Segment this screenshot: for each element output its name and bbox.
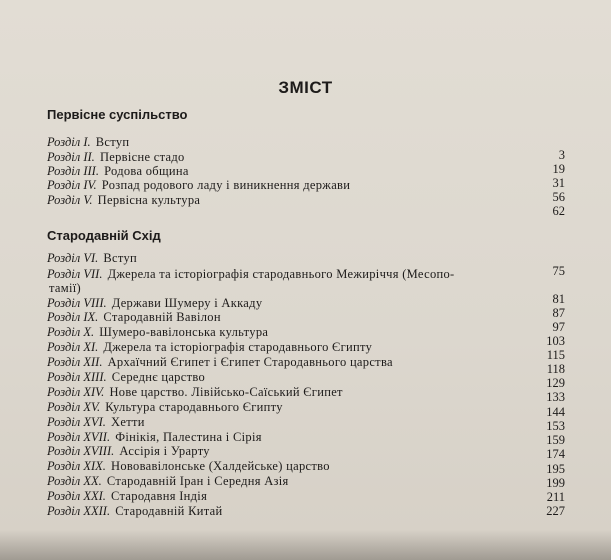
toc-entry [47, 296, 572, 311]
toc-entry [47, 415, 572, 430]
chapter-label: Розділ XXII. [47, 504, 111, 518]
page-number: 174 [546, 447, 565, 461]
toc-entry [47, 474, 572, 489]
chapter-title: Середнє царство [111, 370, 206, 384]
contents-title: ЗМІСТ [278, 78, 333, 97]
chapter-title: Розпад родового ладу і виникнення держави [101, 178, 351, 192]
chapter-label: Розділ XIV. [47, 385, 105, 399]
chapter-label: Розділ VII. [47, 267, 103, 281]
page-number: 199 [546, 476, 565, 490]
chapter-title: Хетти [111, 415, 145, 429]
chapter-title: Стародавній Іран і Середня Азія [106, 474, 289, 488]
chapter-label: Розділ II. [47, 150, 95, 164]
chapter-title: Стародавня Індія [111, 489, 208, 503]
chapter-title: Джерела та історіографія стародавнього Єгипту [103, 340, 373, 354]
page-number: 159 [546, 433, 565, 447]
chapter-label: Розділ IX. [47, 310, 99, 324]
page-number: 227 [546, 504, 565, 518]
chapter-label: Розділ XVIII. [47, 444, 115, 458]
section-title: Стародавній Схід [47, 228, 161, 243]
toc-entry [47, 355, 572, 370]
toc-entry [47, 164, 572, 179]
chapter-label: Розділ III. [47, 164, 99, 178]
chapter-label: Розділ XX. [47, 474, 102, 488]
page-number: 211 [546, 490, 565, 504]
chapter-title: Стародавній Китай [115, 504, 223, 518]
page-number: 133 [546, 390, 565, 404]
page-number: 153 [546, 419, 565, 433]
chapter-title: Нововавілонське (Халдейське) царство [111, 459, 330, 473]
page-number: 56 [552, 190, 565, 204]
page-number: 81 [552, 292, 565, 306]
chapter-title: Нове царство. Лівійсько-Саїський Єгипет [109, 385, 343, 399]
toc-entry [47, 430, 572, 445]
toc-entry [47, 489, 572, 504]
toc-entry [47, 385, 572, 400]
toc-entry [47, 504, 572, 519]
toc-entry [47, 135, 572, 150]
chapter-label: Розділ I. [47, 135, 91, 149]
page-number: 144 [546, 405, 565, 419]
toc-entry [47, 400, 572, 415]
page-number: 115 [546, 348, 565, 362]
toc-entry [47, 193, 572, 208]
chapter-title: Родова община [104, 164, 189, 178]
page-number: 195 [546, 462, 565, 476]
chapter-title: Первісна культура [97, 193, 201, 207]
chapter-label: Розділ XII. [47, 355, 103, 369]
chapter-label: Розділ XI. [47, 340, 99, 354]
chapter-title: Шумеро-вавілонська культура [99, 325, 269, 339]
chapter-label: Розділ XVII. [47, 430, 111, 444]
chapter-title: Держави Шумеру і Аккаду [111, 296, 263, 310]
toc-entry [47, 310, 572, 325]
page-number: 87 [552, 306, 565, 320]
chapter-title: Джерела та історіографія стародавнього Межиріччя (Месопо- [107, 267, 455, 281]
page-number: 118 [546, 362, 565, 376]
chapter-label: Розділ VIII. [47, 296, 107, 310]
toc-entry [47, 150, 572, 165]
chapter-title: Фінікія, Палестина і Сірія [115, 430, 262, 444]
chapter-title: Стародавній Вавілон [103, 310, 221, 324]
toc-entry [47, 251, 572, 266]
page-number: 103 [546, 334, 565, 348]
chapter-title: тамії) [49, 281, 81, 295]
page-number: 75 [552, 264, 565, 278]
chapter-label: Розділ VI. [47, 251, 99, 265]
toc-entry [47, 267, 572, 282]
chapter-label: Розділ X. [47, 325, 95, 339]
toc-entry [47, 459, 572, 474]
page-number: 19 [552, 162, 565, 176]
toc-entry [47, 444, 572, 459]
chapter-title: Архаїчний Єгипет і Єгипет Стародавнього царства [107, 355, 393, 369]
chapter-title: Культура стародавнього Єгипту [105, 400, 283, 414]
page-number: 31 [552, 176, 565, 190]
chapter-label: Розділ XIX. [47, 459, 106, 473]
chapter-title: Первісне стадо [99, 150, 185, 164]
chapter-label: Розділ XIII. [47, 370, 107, 384]
toc-entry [47, 178, 572, 193]
toc-entry [47, 325, 572, 340]
toc-entry [47, 340, 572, 355]
chapter-title: Вступ [103, 251, 138, 265]
chapter-label: Розділ XXI. [47, 489, 106, 503]
chapter-title: Вступ [95, 135, 130, 149]
chapter-label: Розділ XV. [47, 400, 101, 414]
page-number: 97 [552, 320, 565, 334]
toc-entry [47, 370, 572, 385]
chapter-label: Розділ XVI. [47, 415, 106, 429]
page-number: 62 [552, 204, 565, 218]
section-title: Первісне суспільство [47, 107, 188, 122]
page-number: 3 [558, 148, 565, 162]
toc-entry-continuation [47, 281, 572, 296]
page-number: 129 [546, 376, 565, 390]
chapter-label: Розділ V. [47, 193, 93, 207]
chapter-title: Ассірія і Урарту [119, 444, 210, 458]
page-shadow [0, 530, 611, 560]
chapter-label: Розділ IV. [47, 178, 97, 192]
